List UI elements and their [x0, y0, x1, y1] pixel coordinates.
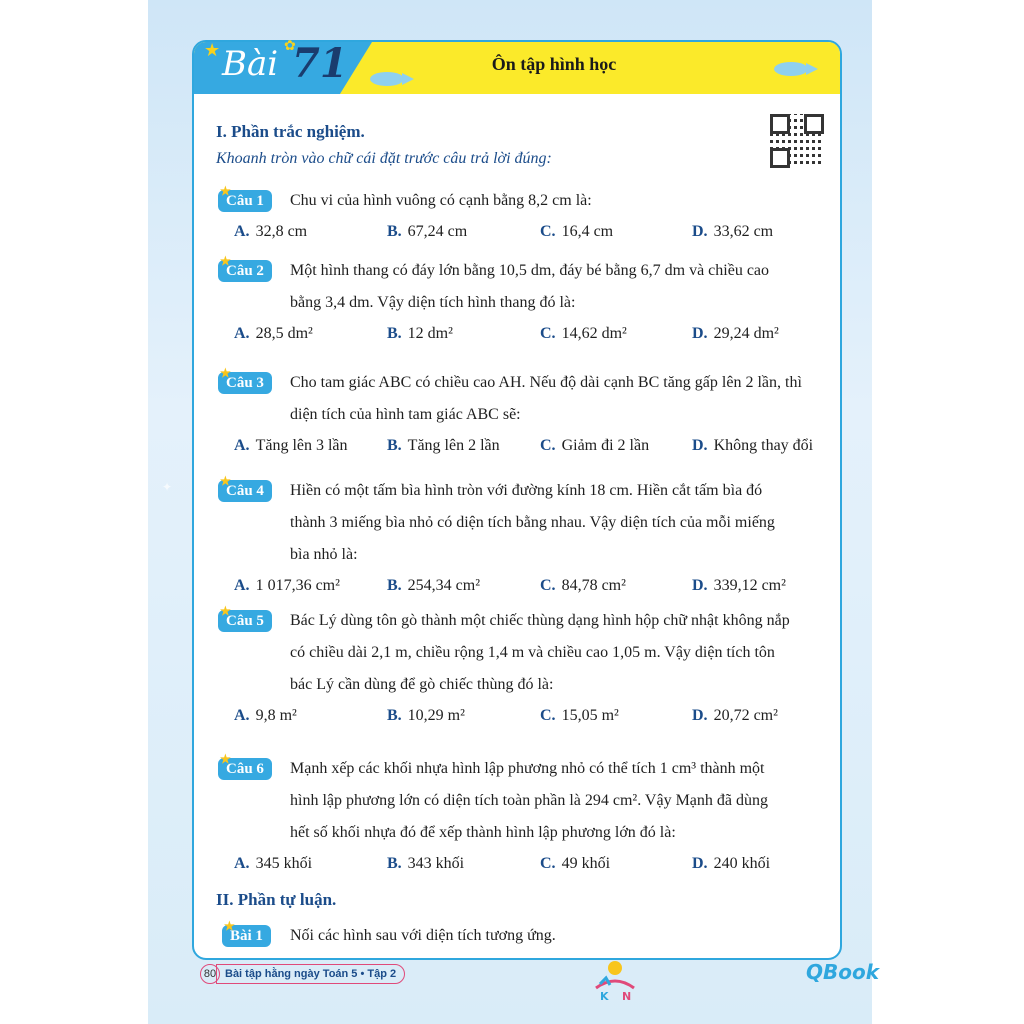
lesson-word: Bài — [222, 44, 279, 84]
task-badge: ★ Bài 1 — [222, 925, 271, 947]
option-value: 16,4 cm — [561, 223, 614, 240]
section-heading-multiple-choice: I. Phần trắc nghiệm. — [216, 122, 365, 141]
question-badge — [218, 254, 272, 282]
lesson-title: Ôn tập hình học — [491, 54, 617, 74]
option-value: 20,72 cm² — [713, 707, 778, 724]
option-value: 240 khối — [713, 855, 771, 872]
task-text: Nối các hình sau với diện tích tương ứng. — [290, 927, 556, 944]
question-text: thành 3 miếng bìa nhỏ có diện tích bằng nhau. Vậy diện tích của mỗi miếng — [290, 514, 775, 531]
answer-option[interactable] — [692, 707, 778, 725]
question-text: Hiền có một tấm bìa hình tròn với đường kính 18 cm. Hiền cắt tấm bìa đó — [290, 482, 763, 499]
answer-option[interactable] — [540, 577, 626, 595]
option-letter: D. — [692, 223, 708, 240]
option-value: 84,78 cm² — [561, 577, 626, 594]
answer-option[interactable] — [387, 223, 467, 241]
option-value: 1 017,36 cm² — [255, 577, 340, 594]
sparkle-icon: ✦ — [162, 480, 173, 494]
answer-option[interactable] — [692, 577, 786, 595]
answer-option[interactable] — [387, 577, 480, 595]
question-text: hết số khối nhựa đó để xếp thành hình lập phương lớn đó là: — [290, 824, 676, 841]
option-letter: D. — [692, 325, 708, 342]
option-letter: D. — [692, 855, 708, 872]
option-letter: B. — [387, 223, 402, 240]
question-label: Câu 4 — [226, 483, 264, 499]
book-title: Bài tập hằng ngày Toán 5 • Tập 2 — [216, 964, 405, 984]
answer-option[interactable] — [692, 325, 779, 343]
star-icon: ★ — [220, 752, 231, 766]
option-value: 33,62 cm — [713, 223, 774, 240]
option-value: 32,8 cm — [255, 223, 308, 240]
lesson-number: 71 — [292, 40, 348, 87]
qbook-logo: QBook — [806, 960, 880, 984]
question-label: Câu 3 — [226, 375, 264, 391]
question-text: diện tích của hình tam giác ABC sẽ: — [290, 406, 521, 423]
option-value: 254,34 cm² — [407, 577, 481, 594]
answer-option[interactable] — [540, 707, 619, 725]
option-value: 10,29 m² — [407, 707, 465, 724]
fish-icon — [774, 62, 808, 76]
option-value: 343 khối — [407, 855, 465, 872]
question-text: Cho tam giác ABC có chiều cao AH. Nếu độ dài cạnh BC tăng gấp lên 2 lần, thì — [290, 374, 802, 391]
svg-text:N: N — [622, 990, 632, 1002]
option-letter: C. — [540, 325, 556, 342]
answer-option[interactable] — [234, 855, 312, 873]
option-value: Tăng lên 2 lần — [407, 437, 500, 454]
option-value: 28,5 dm² — [255, 325, 313, 342]
option-letter: A. — [234, 325, 250, 342]
option-value: 345 khối — [255, 855, 313, 872]
section-heading-essay: II. Phần tự luận. — [216, 890, 337, 909]
fish-icon — [370, 72, 404, 86]
question-text: Chu vi của hình vuông có cạnh bằng 8,2 cm là: — [290, 192, 592, 209]
task-label: Bài 1 — [230, 928, 263, 944]
option-letter: A. — [234, 707, 250, 724]
option-value: 339,12 cm² — [713, 577, 786, 594]
answer-option[interactable] — [692, 223, 773, 241]
option-letter: A. — [234, 855, 250, 872]
option-letter: D. — [692, 437, 708, 454]
question-text: bác Lý cần dùng để gò chiếc thùng đó là: — [290, 676, 554, 693]
star-icon: ★ — [204, 40, 221, 60]
option-value: Tăng lên 3 lần — [255, 437, 348, 454]
option-value: 49 khối — [561, 855, 611, 872]
option-letter: C. — [540, 855, 556, 872]
question-text: bìa nhỏ là: — [290, 546, 358, 563]
page-number: 80 — [200, 964, 220, 984]
answer-option[interactable] — [234, 223, 307, 241]
question-badge — [218, 604, 272, 632]
option-letter: A. — [234, 223, 250, 240]
svg-text:K: K — [600, 990, 609, 1002]
star-icon: ★ — [220, 474, 231, 488]
option-value: 12 dm² — [407, 325, 453, 342]
star-icon: ★ — [220, 184, 231, 198]
option-value: 29,24 dm² — [713, 325, 779, 342]
answer-option[interactable] — [540, 855, 610, 873]
answer-option[interactable] — [234, 325, 313, 343]
section-instruction: Khoanh tròn vào chữ cái đặt trước câu trả lời đúng: — [216, 150, 552, 167]
option-letter: B. — [387, 325, 402, 342]
question-text: bằng 3,4 dm. Vậy diện tích hình thang đó là: — [290, 294, 576, 311]
answer-option[interactable] — [540, 325, 627, 343]
question-badge — [218, 752, 272, 780]
answer-option[interactable] — [540, 223, 613, 241]
option-letter: C. — [540, 437, 556, 454]
answer-option[interactable] — [387, 855, 464, 873]
question-text: hình lập phương lớn có diện tích toàn phần là 294 cm². Vậy Mạnh đã dùng — [290, 792, 769, 809]
option-letter: A. — [234, 437, 250, 454]
star-icon: ★ — [220, 366, 231, 380]
answer-option[interactable] — [387, 707, 465, 725]
star-icon: ★ — [220, 604, 231, 618]
option-letter: B. — [387, 707, 402, 724]
question-badge — [218, 366, 272, 394]
option-letter: C. — [540, 577, 556, 594]
qr-code-icon[interactable] — [770, 114, 824, 168]
answer-option[interactable] — [540, 437, 649, 455]
question-text: có chiều dài 2,1 m, chiều rộng 1,4 m và chiều cao 1,05 m. Vậy diện tích tôn — [290, 644, 775, 661]
question-text: Một hình thang có đáy lớn bằng 10,5 dm, đáy bé bằng 6,7 dm và chiều cao — [290, 262, 770, 279]
option-value: 14,62 dm² — [561, 325, 627, 342]
publisher-logo-icon — [592, 958, 638, 1002]
question-text: Mạnh xếp các khối nhựa hình lập phương nhỏ có thể tích 1 cm³ thành một — [290, 760, 765, 777]
option-value: Giảm đi 2 lần — [561, 437, 650, 454]
question-badge — [218, 474, 272, 502]
answer-option[interactable] — [387, 437, 500, 455]
answer-option[interactable] — [234, 577, 340, 595]
option-letter: D. — [692, 577, 708, 594]
option-letter: A. — [234, 577, 250, 594]
question-label: Câu 6 — [226, 761, 264, 777]
option-letter: B. — [387, 855, 402, 872]
answer-option[interactable] — [692, 855, 770, 873]
option-value: 9,8 m² — [255, 707, 297, 724]
option-value: Không thay đổi — [713, 437, 814, 454]
question-label: Câu 2 — [226, 263, 264, 279]
option-letter: C. — [540, 707, 556, 724]
answer-option[interactable] — [692, 437, 813, 455]
answer-option[interactable] — [387, 325, 453, 343]
option-letter: D. — [692, 707, 708, 724]
option-value: 67,24 cm — [407, 223, 468, 240]
worksheet — [192, 40, 842, 960]
page-background — [148, 0, 872, 1024]
question-label: Câu 1 — [226, 193, 264, 209]
option-letter: B. — [387, 437, 402, 454]
answer-option[interactable] — [234, 437, 348, 455]
option-letter: C. — [540, 223, 556, 240]
question-label: Câu 5 — [226, 613, 264, 629]
option-value: 15,05 m² — [561, 707, 619, 724]
option-letter: B. — [387, 577, 402, 594]
question-badge — [218, 184, 272, 212]
question-text: Bác Lý dùng tôn gò thành một chiếc thùng dạng hình hộp chữ nhật không nắp — [290, 612, 790, 629]
answer-option[interactable] — [234, 707, 297, 725]
flower-icon: ✿ — [284, 39, 296, 54]
star-icon: ★ — [220, 254, 231, 268]
